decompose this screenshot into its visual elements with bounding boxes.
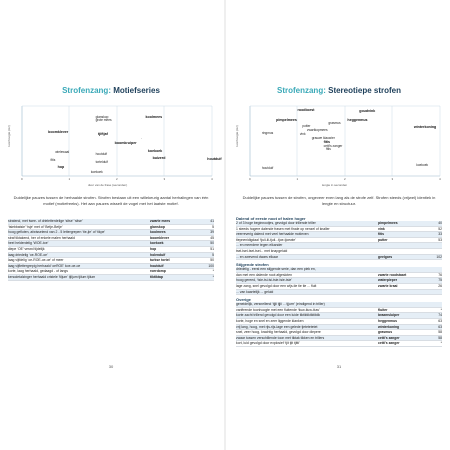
row-description: kort, luid gevolgd door explosief ‘tjit tjit tjitti’ [236,341,300,346]
row-description: korte, laag herhaald, gedaagd - of langs [8,269,68,274]
row-species: waterpieper [378,278,398,283]
row-description: ... en meerdere tegen elkander [236,243,283,248]
left-chart-mark: buizerd [152,155,166,160]
left-chart-xtick: 3 [163,177,166,181]
row-page: 100 [208,263,214,268]
left-chart-mark: koekoek [147,149,163,154]
row-page: 74 [438,313,442,318]
row-species: koekoek [150,241,164,246]
row-species: grasmus [378,330,393,335]
row-page: 63 [438,324,442,329]
left-chart-mark: · [140,136,142,141]
right-chart-mark: fitis [326,147,331,152]
left-chart-frame [8,104,214,188]
right-chart-xlabel: lengte in seconden [322,183,348,187]
right-page [230,8,448,442]
row-species: fitis [378,232,385,237]
row-page [428,267,442,272]
right-chart-xtick: 4 [439,177,441,181]
row-description: diepe ‘OE’ verwd tijdelijk [8,246,45,251]
book-gutter [224,0,226,450]
row-page [428,302,442,307]
right-chart-mark: goudvink [359,108,376,113]
left-chart-mark: boomklever [48,129,69,134]
list-row [8,275,214,281]
row-page: 26 [438,283,442,288]
row-description: variërende toonhoogte met een fluitende ‘tiuw-tiuw-tiuw’ [236,307,320,312]
row-description: snel, zeer hoog, krachtig herhaald, gevolgd door diepere [236,330,321,335]
row-description: tiepnenidigdaal ‘tjuii-iii-tjuii...tjoe-tjoewie’ [236,237,296,242]
row-description: korte, hoge en snel en zeer liggende klanken [236,318,304,323]
right-chart-mark: grauwe klauwier [311,135,335,140]
row-description: 2 of 3 hoge beginnootjes, gevolgd door trillende triller [236,221,316,225]
right-chart-mark: zwartkopmees [307,128,328,133]
list-row [236,255,442,261]
row-page: 63 [438,318,442,323]
right-chart-xtick: 1 [296,177,299,181]
row-species [378,302,428,307]
right-chart-mark: cetti's zanger [323,143,343,148]
row-page [428,290,442,295]
row-description: zwaar tussen verschillende toon met tiktak tikken en trillers [236,335,325,340]
right-chart-mark: vink [299,132,306,137]
right-chart-mark: putter [302,124,311,128]
row-species [378,243,428,248]
left-chart-mark: hop [57,165,65,170]
row-page: 75 [438,278,442,283]
right-page-title [230,86,448,95]
row-species: pimpelmees [378,221,398,225]
left-chart-mark: koekoek [90,170,103,175]
left-chart-xtick: 4 [211,177,213,181]
row-page: 50 [210,241,214,246]
row-species: koolmees [150,230,166,235]
left-chart-mark: wielewaal [55,149,70,154]
right-chart-mark: houtduif [261,166,274,170]
row-description: korte zacht trillend gevolgd door een luide tiktiktiktiktiktik [236,313,321,318]
row-page [428,249,442,254]
left-chart-mark: boomkruiper [114,140,137,145]
row-description: geneidelijk, versnellend ‘tjjii tjjii ... tjjurrr’ (eindigend in triller) [236,302,325,307]
left-description: Duidelijke pauzes tussen de herhaalde strofen. Strofen bestaan uit een willekeurig aantal herhalingen van één motief (motiefreeks). Het aan pauzes wisselt de vogel met het laatste motief. [13,195,209,206]
left-chart-mark: grote mees [95,118,112,123]
right-word-list [236,214,442,347]
row-species: roerdomp [150,269,166,274]
left-chart-mark: glanskop [95,114,109,119]
row-species [378,267,428,272]
row-page: 39 [210,230,214,235]
row-description: 1 steeds hogere dalende frasen met finale op nenzel of knaller [236,226,330,231]
row-description: hoog gereed, ‘tsie-tsi-tsi-tsie-tsie-tsie’ [236,278,292,283]
row-page: 58 [438,330,442,335]
left-chart-mark: tjiftjaf [98,132,108,137]
row-species: houtduif [150,263,164,268]
right-chart-mark: winterkoning [413,124,437,129]
row-species: vink [378,226,385,231]
left-chart-mark: koolmees [145,114,163,119]
row-page: 50 [210,258,214,263]
row-species: braamsluiper [378,313,400,318]
left-chart-xtick: 2 [116,177,118,181]
row-description: straf tiktakend, her of enkele malen herhaald [8,235,75,240]
row-species: holenduif [150,252,166,257]
row-description: laag vijflettergrepig herhaald ‘oeROE’ koe-oe-oe [8,263,81,268]
right-chart-mark: roodborst [297,107,315,112]
row-description: ... en zwevend dwars elkaar [236,254,279,259]
row-page [428,243,442,248]
row-species: boomklever [150,235,170,240]
left-chart-xtick: 0 [21,177,23,181]
row-description: hoog gefloten, afwisselend van 2 - 5 lettergrepen ‘tie-jie’ of ‘tikpe’ [8,230,106,235]
left-chart-xtick: 1 [68,177,71,181]
right-chart-ylabel: toonhoogte (Hz) [234,125,239,147]
right-chart-xtick: 0 [249,177,251,181]
row-species: turkse tortel [150,258,170,263]
row-species: zwarte mees [150,219,171,223]
row-page: * [212,274,214,279]
row-description: driedelig - eerst een stijgende serie, dan een piek en, [236,267,316,272]
row-page: 40 [438,221,442,225]
row-description: heel helderdelig ‘WOE-toe’ [8,241,49,246]
row-description: vrij lang, hoog, met rijs-rijs-lage een gelede tjetetetetet [236,324,318,329]
left-chart-xlabel: duur van de frase (seconden) [88,183,128,187]
row-page: 76 [438,272,442,277]
row-species: cetti's zanger [378,341,400,346]
row-description: ... van kaartelijk ... geluid [236,289,274,294]
left-scatter-chart [6,104,222,188]
row-species: glanskop [150,224,165,229]
row-page: 53 [438,237,442,242]
left-chart-mark: houtduif [207,156,222,161]
row-species: zwarte roodstaart [378,272,407,277]
left-chart-mark: fitis [50,157,56,162]
row-description: tsei-tsei-tsei-tsei... met knapgeluid [236,248,288,253]
row-page: 52 [438,226,442,231]
right-chart-mark: fitis [323,140,331,145]
row-description: veerreverig dalend met veel herhaalde motieven [236,232,309,237]
right-chart-mark: heggenmus [347,117,368,122]
right-chart-mark: pimpelmees [276,118,297,123]
right-chart-xtick: 3 [391,177,394,181]
left-page [2,8,220,442]
right-chart-mark: ringmus [261,131,274,135]
row-page: 5 [212,252,214,257]
row-species: cetti's zanger [378,335,400,340]
right-description: Duidelijke pauzes tussen de strofen, ongeveer even lang als de strofe zelf. Strofen steeds (vrijwel) identiek in lengte en structuur. [242,195,436,206]
right-chart-mark: koekoek [416,162,429,167]
group-heading: Stijgende strofen [236,262,269,268]
row-description: lage zang, snel gevolgd door een wijs-tie tie tie ... fluit [236,283,317,288]
row-description: stratend, met twee- of drieletterdelige ‘sitse’ ‘sitse’ [8,219,83,223]
left-page-number: 30 [108,364,114,369]
left-page-title [2,86,220,95]
row-species: putter [378,237,388,242]
row-description: laag driedelig ‘oe-ROE-oe’ [8,252,48,257]
group-heading: Dalend of eerste noot of halen hoger [236,216,306,221]
row-page: * [440,307,442,312]
right-title-accent: Strofenzang: [276,86,326,95]
row-page: 41 [210,219,214,223]
row-species: tiktiktap [150,274,163,279]
row-description: dan met een dalende noot afgesloten [236,272,292,277]
row-page: 51 [210,246,214,251]
group-heading: Overige [236,297,251,303]
list-row [236,341,442,347]
row-description: ‘tsiebbatsie’ ‘tsje’ met of ‘Betje-Betje’ [8,224,63,229]
left-chart-mark: tortelduif [95,160,108,165]
row-page: 5 [212,224,214,229]
row-species: zwarte kraai [378,283,398,288]
row-species: geelgors [378,254,393,259]
row-page: 45 [210,235,214,240]
left-chart-ylabel: toonhoogte (Hz) [6,125,11,147]
row-page: 102 [436,254,442,259]
left-chart-mark: houtduif [95,152,107,156]
right-page-number: 31 [336,364,342,369]
row-species [378,249,428,254]
row-description: laag vijfdelig ‘oe-ROE-oe-oe’ of meer [8,258,64,263]
right-scatter-chart [236,104,442,188]
right-chart-mark: grasmus [328,121,341,126]
left-word-list [8,219,214,281]
row-species: heggenmus [378,318,398,323]
list-row [236,290,442,296]
row-description: kenodetalzinger herhaald cristele 'tiljum' tjiljum tjilum tjilum [8,274,96,279]
row-page: * [440,341,442,346]
row-page: * [212,269,214,274]
row-page: 58 [438,335,442,340]
row-species [378,290,428,295]
right-chart-xtick: 2 [344,177,346,181]
row-species: winterkoning [378,324,400,329]
row-page: 33 [438,232,442,237]
right-title-main: Stereotiepe strofen [328,86,402,95]
left-title-main: Motiefseries [113,86,160,95]
row-species: hop [150,246,157,251]
row-species: fluiter [378,307,388,312]
left-title-accent: Strofenzang: [62,86,111,95]
